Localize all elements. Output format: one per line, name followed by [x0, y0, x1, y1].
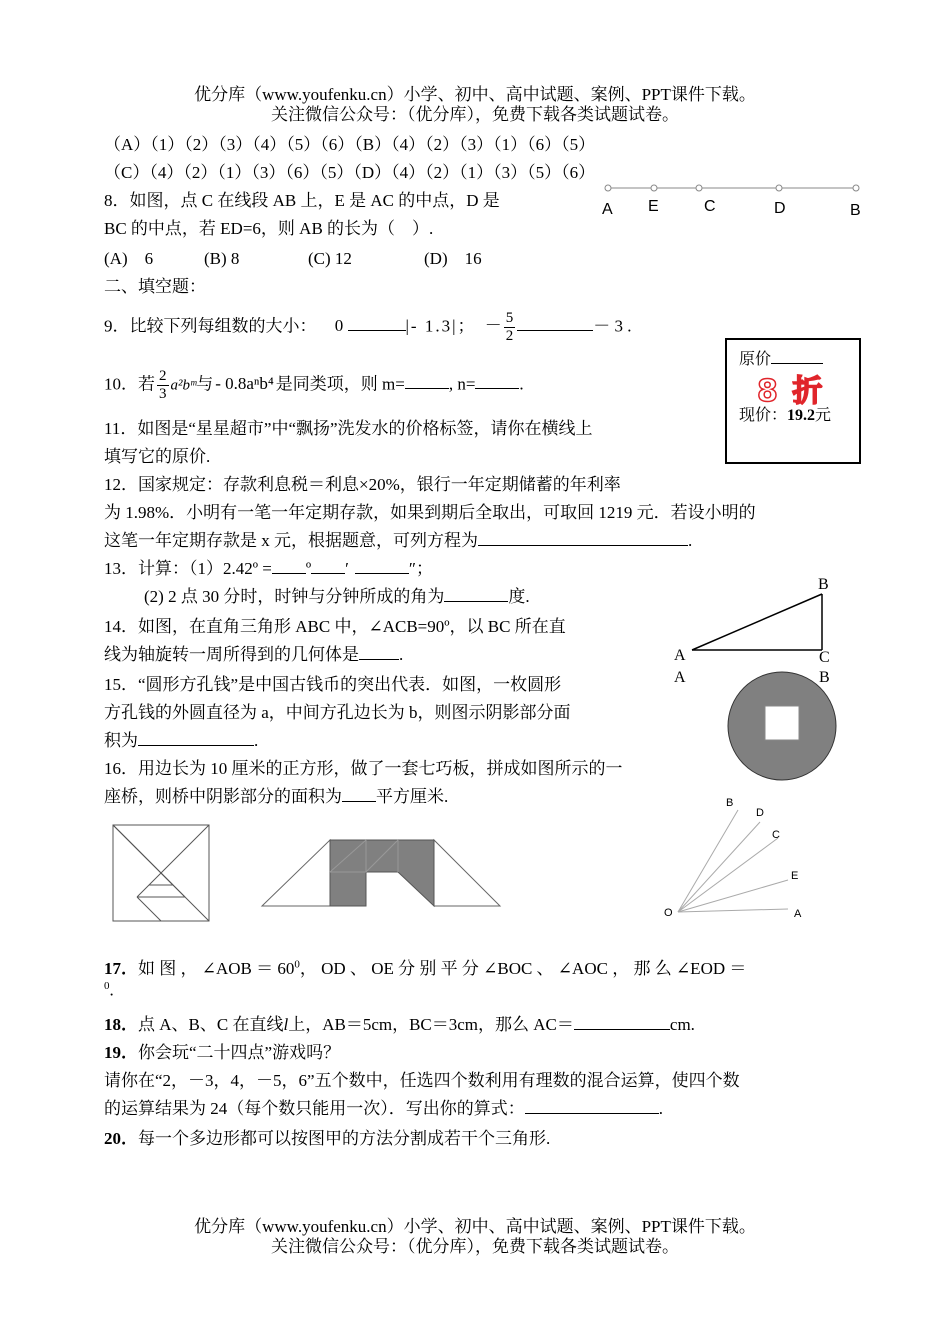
q19-end: . [658, 1099, 663, 1118]
current-price-value: 19.2 [787, 407, 816, 424]
q11-line-1: 11．如图是“星星超市”中“飘扬”洗发水的价格标签，请你在横线上 [104, 419, 593, 438]
q9-minus: － [484, 316, 502, 336]
point-b [853, 185, 859, 191]
q10-end: . [519, 374, 524, 394]
q17-line-1 [104, 954, 746, 979]
q15-line-3 [104, 726, 258, 751]
q10-blank-n[interactable] [475, 372, 519, 389]
q13-min: ′ [345, 559, 349, 578]
q17-superscript: 0 [294, 958, 300, 971]
q14-text-2: 线为轴旋转一周所得到的几何体是 [104, 645, 359, 664]
q17-rest: ， OD 、 OE 分 别 平 分 ∠BOC 、 ∠AOC ， 那 么 ∠EOD ＝ [299, 959, 747, 978]
q15-text-3: 积为 [104, 731, 138, 750]
bridge-left-triangle [262, 840, 330, 906]
q19-number: 19． [104, 1043, 138, 1062]
q14-end: . [399, 645, 404, 664]
q18-text: 点 A、B、C 在直线 [138, 1015, 284, 1034]
q9-fraction [504, 310, 516, 345]
q15-line-2: 方孔钱的外圆直径为 a，中间方孔边长为 b，则图示阴影部分面 [104, 703, 571, 722]
q10-blank-m[interactable] [405, 372, 449, 389]
q18-number: 18． [104, 1015, 138, 1034]
footer-line-1: 优分库（www.youfenku.cn）小学、初中、高中试题、案例、PPT课件下载。 [194, 1217, 756, 1236]
q18-end: cm. [669, 1015, 695, 1034]
q13-blank-sec[interactable] [355, 557, 409, 574]
q13-line-2 [144, 582, 530, 607]
q19-text-1: 你会玩“二十四点”游戏吗？ [138, 1043, 341, 1062]
q9-tail: － 3 . [593, 316, 632, 336]
q8-line-2: BC 的中点，若 ED=6，则 AB 的长为（ ）. [104, 219, 434, 238]
q9-abs-value: |- 1.3| [405, 316, 458, 336]
triangle-label-c: C [819, 649, 830, 666]
q8-option-d: (D) 16 [424, 249, 482, 268]
coin-figure [726, 670, 838, 782]
discount-text: 8 折 [757, 374, 825, 409]
q19-line-2: 请你在“2，－3，4，－5，6”五个数中，任选四个数利用有理数的混合运算，使四个数 [104, 1071, 740, 1090]
q9-frac-den: 2 [505, 328, 514, 344]
q15-blank[interactable] [138, 729, 254, 746]
q12-line-2: 为 1.98%．小明有一笔一年定期存款，如果到期后全取出，可取回 1219 元．若设小明的 [104, 503, 756, 522]
coin-square-hole [765, 706, 799, 740]
q10-line [104, 368, 524, 403]
q13-blank-angle[interactable] [444, 585, 508, 602]
q10-frac-den: 3 [159, 386, 167, 402]
bridge-right-triangle [434, 840, 500, 906]
header-line-1: 优分库（www.youfenku.cn）小学、初中、高中试题、案例、PPT课件下载。 [194, 85, 756, 104]
point-e [651, 185, 657, 191]
q8-number: 8． [104, 191, 130, 210]
q14-line-2 [104, 640, 403, 665]
q18-italic-l: l [283, 1015, 289, 1034]
point-c [696, 185, 702, 191]
q17-number: 17． [104, 959, 138, 978]
q19-blank[interactable] [525, 1097, 659, 1114]
triangle-side-ab [692, 594, 822, 650]
segment-figure [596, 178, 866, 222]
label-c: C [704, 198, 716, 215]
q9-blank-1[interactable] [348, 314, 406, 331]
q9-blank-2[interactable] [517, 314, 593, 331]
q14-line-1: 14．如图，在直角三角形 ABC 中，∠ACB=90º，以 BC 所在直 [104, 617, 566, 636]
original-price-blank[interactable] [771, 347, 823, 364]
angle-label-e: E [791, 870, 799, 882]
q13-blank-min[interactable] [311, 557, 345, 574]
q17-text: 如 图 ， ∠AOB ＝ 60 [138, 959, 295, 978]
original-price-label: 原价 [739, 351, 772, 368]
q10-pre: 10．若 [104, 374, 155, 394]
angle-label-b: B [726, 797, 734, 809]
angle-label-o: O [664, 907, 673, 919]
q16-text-2: 座桥，则桥中阴影部分的面积为 [104, 787, 342, 806]
q13-text-2: (2) 2 点 30 分时，时钟与分钟所成的角为 [144, 587, 445, 606]
q13-pre: 13．计算：（1）2.42 [104, 559, 253, 578]
current-price-label: 现价： [739, 407, 788, 424]
ray-od [678, 822, 760, 912]
q19-line-3 [104, 1094, 663, 1119]
q16-line-2 [104, 782, 448, 807]
section-title: 二、填空题： [104, 277, 206, 296]
q9-separator: ； [457, 316, 475, 336]
q19-line-1 [104, 1038, 340, 1063]
q9-line [104, 310, 631, 345]
triangle-label-b: B [818, 576, 829, 593]
bridge-shaded-area [330, 840, 434, 906]
tangram-bridge-figure [258, 836, 504, 910]
q17-line2-sup: 0 [104, 980, 110, 992]
label-d: D [774, 200, 786, 217]
ray-oa [678, 909, 788, 912]
q12-line-3 [104, 526, 692, 551]
q10-fraction [157, 368, 169, 403]
q17-line-2 [104, 980, 114, 1001]
q11-line-2: 填写它的原价. [104, 447, 211, 466]
q9-frac-num: 5 [505, 310, 514, 326]
q14-blank[interactable] [359, 643, 399, 660]
q10-mid: 与 [196, 374, 214, 394]
q18-line [104, 1010, 695, 1035]
label-a: A [602, 201, 613, 218]
ray-oc [678, 838, 778, 912]
label-e: E [648, 198, 659, 215]
q9-zero: 0 [334, 316, 344, 336]
tangram-square-figure [110, 822, 214, 926]
footer-line-2: 关注微信公众号：（优分库），免费下载各类试题试卷。 [271, 1237, 679, 1256]
angle-label-a: A [794, 908, 802, 920]
q20-number: 20． [104, 1129, 138, 1148]
q13-deg-2: º [305, 559, 312, 578]
q17-line2-end: . [109, 980, 114, 1000]
angle-label-d: D [756, 807, 764, 819]
current-price-row [739, 402, 831, 425]
q10-post: 是同类项，则 m= [275, 374, 405, 394]
point-d [776, 185, 782, 191]
q8-option-a: (A) 6 [104, 249, 154, 268]
q13-line-1 [104, 554, 433, 579]
q8-options [104, 244, 482, 269]
q8-option-b: (B) 8 [204, 249, 240, 268]
q13-blank-deg[interactable] [272, 557, 306, 574]
q16-line-1: 16．用边长为 10 厘米的正方形，做了一套七巧板，拼成如图所示的一 [104, 759, 623, 778]
point-a [605, 185, 611, 191]
q15-line-1: 15．“圆形方孔钱”是中国古钱币的突出代表．如图，一枚圆形 [104, 675, 562, 694]
q18-rest: 上，AB＝5cm，BC＝3cm，那么 AC＝ [288, 1015, 574, 1034]
q12-blank[interactable] [478, 529, 688, 546]
q20-text: 每一个多边形都可以按图甲的方法分割成若干个三角形. [138, 1129, 551, 1148]
angle-figure [660, 792, 820, 922]
q13-sec: ″ [408, 559, 416, 578]
triangle-label-a: A [674, 647, 686, 664]
q8-option-c: (C) 12 [308, 249, 352, 268]
q13-deg-1: º [252, 559, 259, 578]
q13-end-2: 度. [508, 587, 530, 606]
q16-blank[interactable] [342, 785, 376, 802]
q12-end: . [688, 531, 693, 550]
q7-options-row-1: （A）（1）（2）（3）（4）（5）（6）（B）（4）（2）（3）（1）（6）（5） [104, 135, 596, 154]
q10-frac-num: 2 [159, 368, 167, 384]
q10-term-2: - 0.8aⁿb⁴ [215, 374, 274, 394]
q8-text-1: 如图，点 C 在线段 AB 上，E 是 AC 的中点，D 是 [129, 191, 500, 210]
angle-label-c: C [772, 829, 780, 841]
price-tag [725, 338, 861, 464]
q12-text-3: 这笔一年定期存款是 x 元，根据题意，可列方程为 [104, 531, 478, 550]
q8-line-1 [104, 186, 500, 211]
coin-label-a: A [674, 669, 686, 686]
header-line-2: 关注微信公众号：（优分库），免费下载各类试题试卷。 [271, 105, 679, 124]
coin-label-b: B [819, 669, 830, 686]
q15-end: . [254, 731, 259, 750]
q7-options-row-2: （C）（4）（2）（1）（3）（6）（5）（D）（4）（2）（1）（3）（5）（6） [104, 163, 596, 182]
q9-text: 9．比较下列每组数的大小： [104, 316, 317, 336]
label-b: B [850, 202, 861, 219]
q16-end: 平方厘米. [376, 787, 449, 806]
q19-text-3: 的运算结果为 24（每个数只能用一次）．写出你的算式： [104, 1099, 525, 1118]
q10-term-1: a²bᵐ [170, 377, 197, 394]
q10-n-label: , n= [448, 374, 476, 394]
q12-line-1: 12．国家规定：存款利息税＝利息×20%，银行一年定期储蓄的年利率 [104, 475, 621, 494]
q13-end-1: ； [415, 559, 433, 578]
q13-eq: = [258, 559, 272, 578]
q20-line [104, 1124, 550, 1149]
q18-blank[interactable] [574, 1013, 670, 1030]
current-price-unit: 元 [815, 407, 832, 424]
